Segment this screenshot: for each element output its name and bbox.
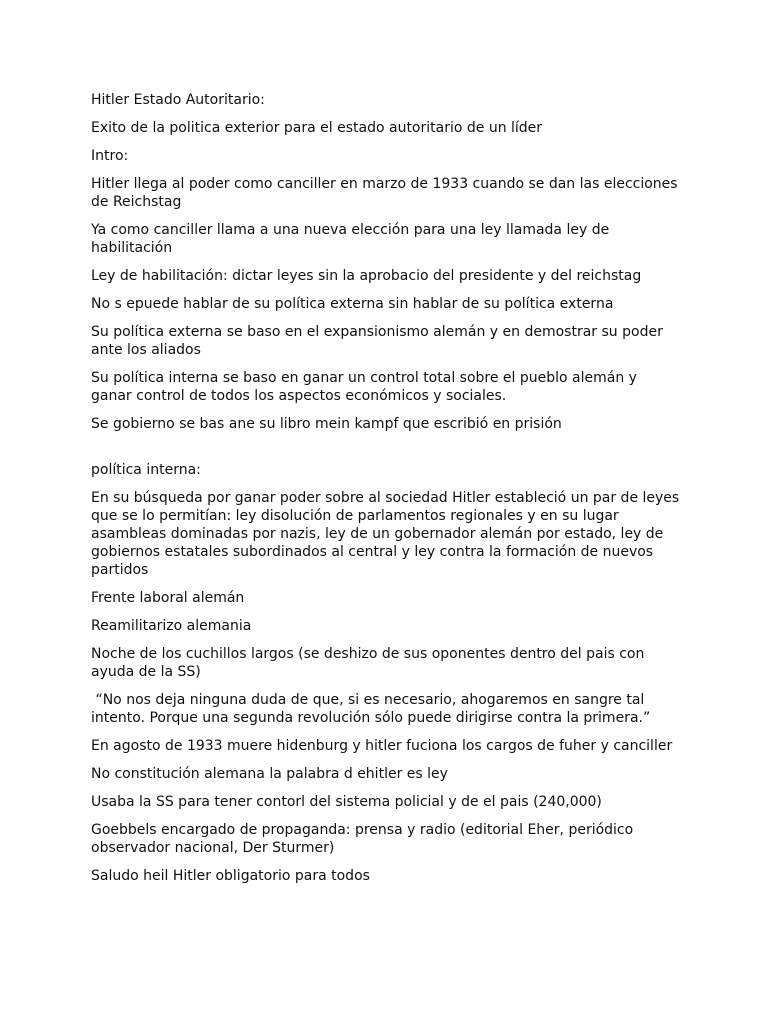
paragraph: No s epuede hablar de su política externa sin hablar de su política externa — [91, 296, 614, 312]
paragraph: Ya como canciller llama a una nueva elección para una ley llamada ley de habilitación — [91, 222, 614, 256]
paragraph: Noche de los cuchillos largos (se deshizo de sus oponentes dentro del pais con ayuda de la SS) — [91, 646, 649, 680]
paragraph: Su política externa se baso en el expansionismo alemán y en demostrar su poder ante los aliados — [91, 324, 668, 358]
paragraph: Reamilitarizo alemania — [91, 618, 252, 634]
section-heading-intro: Intro: — [91, 148, 129, 164]
paragraph: Usaba la SS para tener contorl del sistema policial y de el pais (240,000) — [91, 794, 602, 810]
paragraph: Frente laboral alemán — [91, 590, 245, 606]
paragraph: Hitler llega al poder como canciller en marzo de 1933 cuando se dan las elecciones de Reichstag — [91, 176, 683, 210]
paragraph: En su búsqueda por ganar poder sobre al sociedad Hitler estableció un par de leyes que se lo permitían: ley disolución de parlamentos regionales y en su lugar asambleas dominadas por nazis, ley de un gobernador alemán por estado, ley de gobiernos estatales subordinados al central y ley contra la formación de nuevos partidos — [91, 490, 684, 578]
paragraph: Exito de la politica exterior para el estado autoritario de un líder — [91, 120, 543, 136]
document-body — [91, 91, 684, 895]
quote-paragraph: “No nos deja ninguna duda de que, si es necesario, ahogaremos en sangre tal intento. Porque una segunda revolución sólo puede dirigirse contra la primera.” — [91, 692, 651, 726]
paragraph: Se gobierno se bas ane su libro mein kampf que escribió en prisión — [91, 416, 562, 432]
paragraph: Saludo heil Hitler obligatorio para todos — [91, 868, 370, 884]
paragraph: Ley de habilitación: dictar leyes sin la aprobacio del presidente y del reichstag — [91, 268, 642, 284]
paragraph: Goebbels encargado de propaganda: prensa y radio (editorial Eher, periódico observador nacional, Der Sturmer) — [91, 822, 638, 856]
paragraph: En agosto de 1933 muere hidenburg y hitler fuciona los cargos de fuher y canciller — [91, 738, 673, 754]
document-title: Hitler Estado Autoritario: — [91, 92, 265, 108]
section-heading-politica-interna: política interna: — [91, 462, 201, 478]
paragraph: No constitución alemana la palabra d ehitler es ley — [91, 766, 448, 782]
paragraph: Su política interna se baso en ganar un control total sobre el pueblo alemán y ganar control de todos los aspectos económicos y sociales. — [91, 370, 642, 404]
